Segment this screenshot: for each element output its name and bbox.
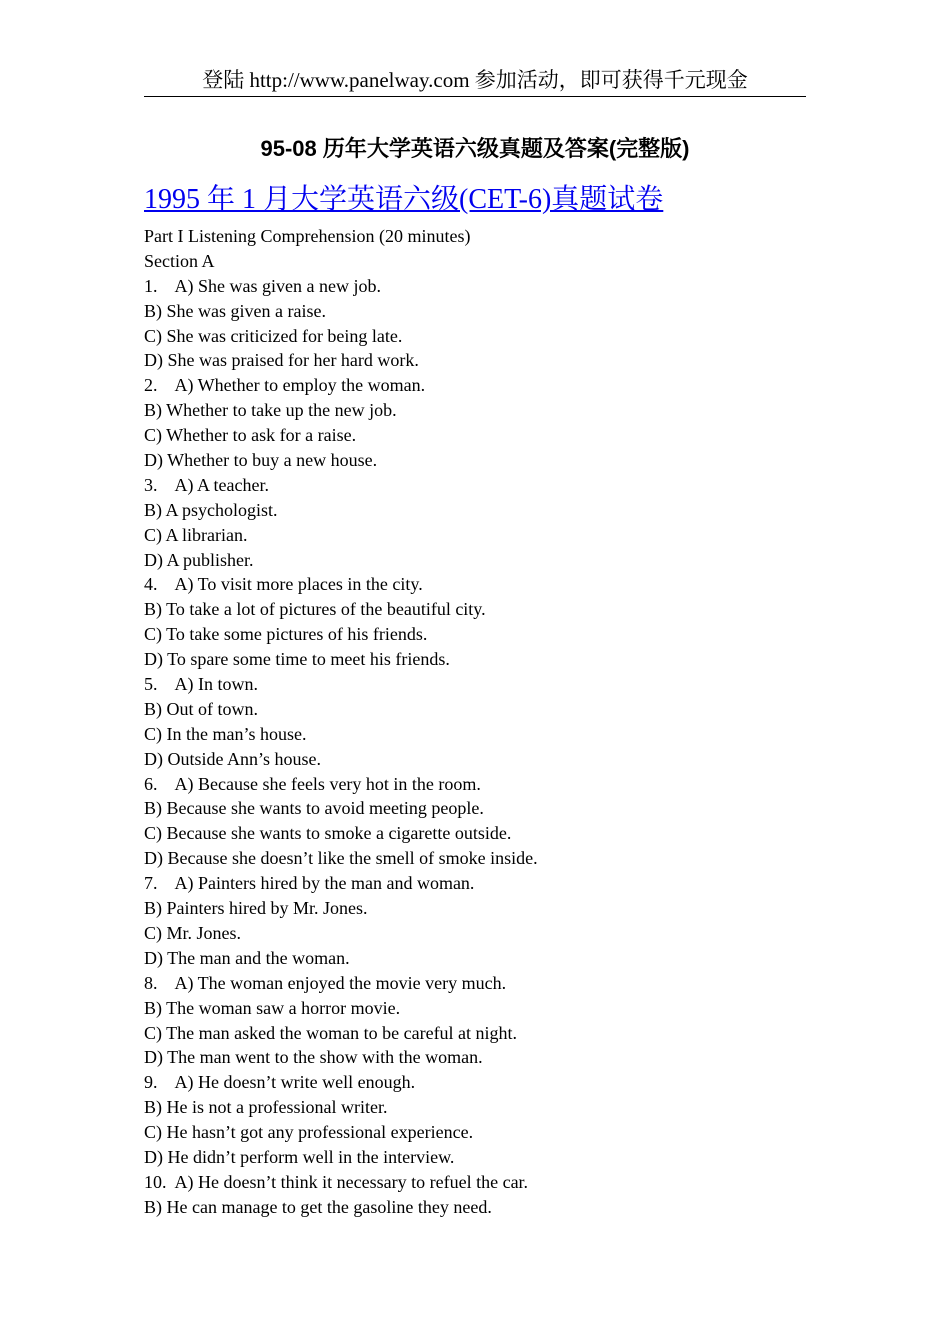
- question-option: C) Because she wants to smoke a cigarette outside.: [144, 823, 512, 844]
- question-option: 3. A) A teacher.: [144, 474, 269, 495]
- question-option: D) He didn’t perform well in the interview.: [144, 1146, 455, 1167]
- question-option: C) In the man’s house.: [144, 723, 307, 744]
- question-option: 4. A) To visit more places in the city.: [144, 574, 423, 595]
- question-option: D) To spare some time to meet his friends.: [144, 649, 450, 670]
- header-text: 登陆 http://www.panelway.com 参加活动，即可获得千元现金: [202, 68, 748, 92]
- question-option: B) He is not a professional writer.: [144, 1097, 388, 1118]
- question-option: C) She was criticized for being late.: [144, 325, 403, 346]
- question-option: 7. A) Painters hired by the man and woman.: [144, 873, 475, 894]
- question-option: D) The man went to the show with the woman.: [144, 1047, 483, 1068]
- question-option: B) Painters hired by Mr. Jones.: [144, 898, 368, 919]
- paper-title-link[interactable]: 1995 年 1 月大学英语六级(CET-6)真题试卷: [144, 184, 664, 215]
- question-option: B) A psychologist.: [144, 499, 278, 520]
- question-option: D) A publisher.: [144, 549, 254, 570]
- question-option: B) She was given a raise.: [144, 300, 326, 321]
- question-option: 10. A) He doesn’t think it necessary to refuel the car.: [144, 1171, 529, 1192]
- question-option: D) Whether to buy a new house.: [144, 450, 378, 471]
- page-header: [144, 62, 806, 97]
- question-option: 1. A) She was given a new job.: [144, 275, 381, 296]
- question-option: B) Because she wants to avoid meeting people.: [144, 798, 484, 819]
- question-option: D) Because she doesn’t like the smell of smoke inside.: [144, 848, 538, 869]
- question-option: 2. A) Whether to employ the woman.: [144, 375, 426, 396]
- section-label: Section A: [144, 250, 215, 271]
- question-option: C) He hasn’t got any professional experience.: [144, 1122, 474, 1143]
- question-option: 5. A) In town.: [144, 674, 258, 695]
- question-option: C) To take some pictures of his friends.: [144, 624, 428, 645]
- question-option: B) Out of town.: [144, 698, 258, 719]
- document-title: 95-08 历年大学英语六级真题及答案(完整版): [260, 136, 690, 161]
- question-option: D) Outside Ann’s house.: [144, 748, 321, 769]
- question-option: B) Whether to take up the new job.: [144, 400, 397, 421]
- question-option: C) Whether to ask for a raise.: [144, 425, 357, 446]
- question-option: C) A librarian.: [144, 524, 248, 545]
- question-option: B) To take a lot of pictures of the beautiful city.: [144, 599, 486, 620]
- question-option: B) The woman saw a horror movie.: [144, 997, 401, 1018]
- section-heading: Part I Listening Comprehension (20 minutes): [144, 226, 471, 246]
- question-option: 8. A) The woman enjoyed the movie very much.: [144, 972, 507, 993]
- question-option: C) Mr. Jones.: [144, 922, 242, 943]
- question-option: D) The man and the woman.: [144, 947, 350, 968]
- question-list: [144, 224, 844, 1220]
- question-option: 9. A) He doesn’t write well enough.: [144, 1072, 416, 1093]
- question-option: D) She was praised for her hard work.: [144, 350, 419, 371]
- question-option: C) The man asked the woman to be careful at night.: [144, 1022, 518, 1043]
- question-option: 6. A) Because she feels very hot in the room.: [144, 773, 481, 794]
- question-option: B) He can manage to get the gasoline they need.: [144, 1196, 492, 1217]
